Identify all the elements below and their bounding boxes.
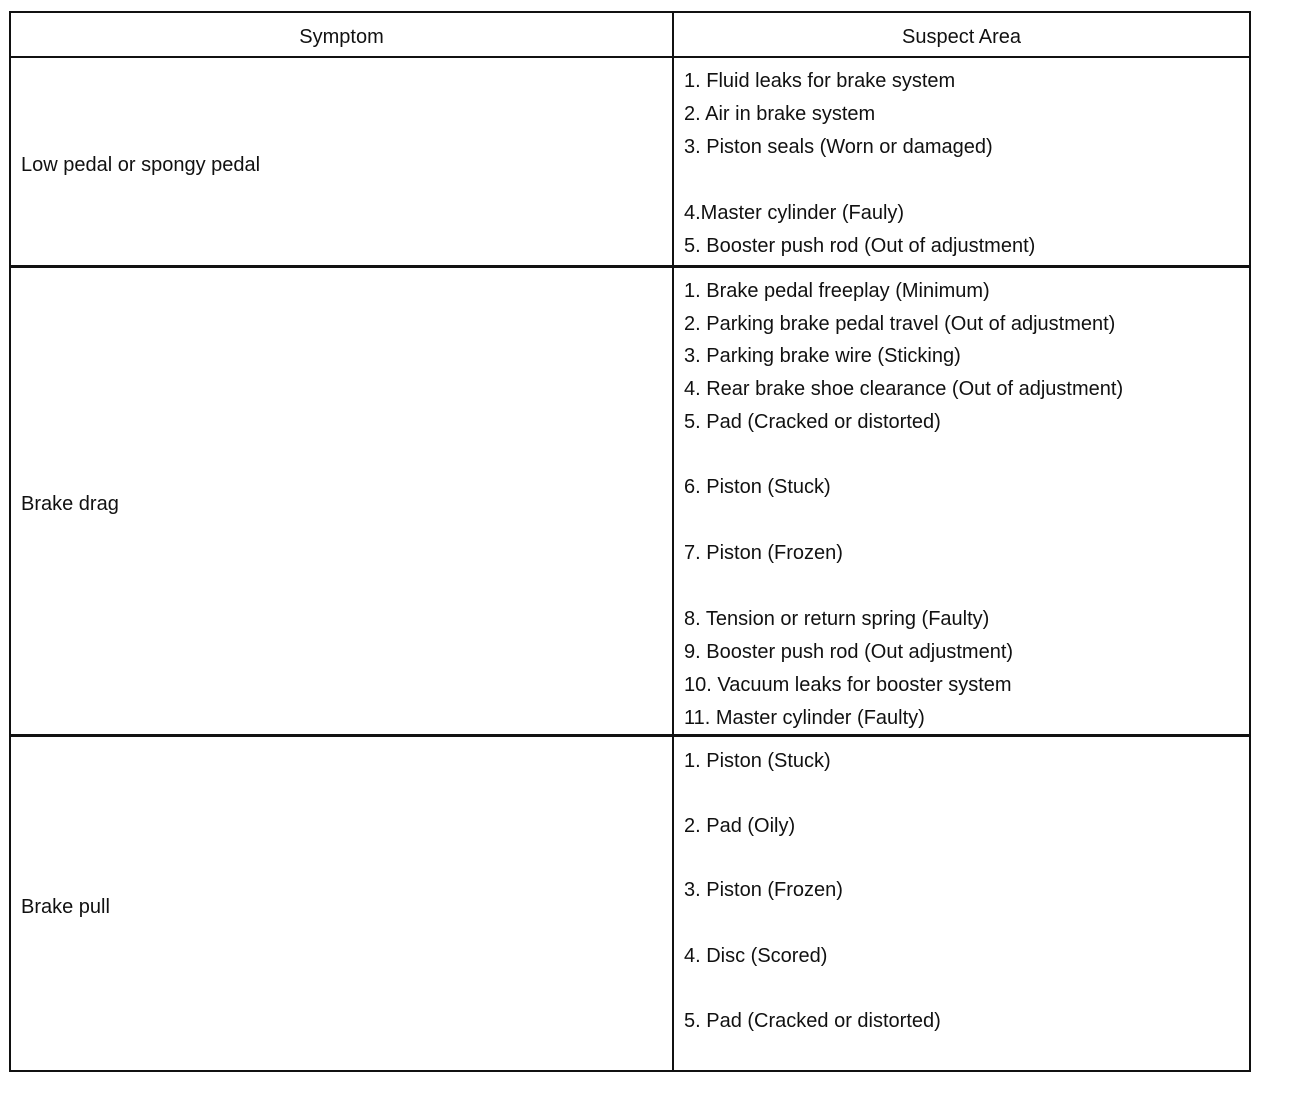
suspect-item: 8. Tension or return spring (Faulty)	[684, 608, 990, 630]
symptom-cell: Low pedal or spongy pedal	[21, 154, 261, 176]
troubleshooting-table	[9, 11, 1251, 1072]
suspect-item: 4. Rear brake shoe clearance (Out of adjustment)	[684, 378, 1124, 400]
suspect-item: 11. Master cylinder (Faulty)	[684, 707, 925, 729]
suspect-item: 1. Fluid leaks for brake system	[684, 70, 956, 92]
table-row	[11, 268, 1249, 737]
suspect-item: 3. Piston (Frozen)	[684, 879, 843, 901]
suspect-item: 4. Disc (Scored)	[684, 945, 828, 967]
suspect-item: 10. Vacuum leaks for booster system	[684, 674, 1012, 696]
symptom-cell: Brake drag	[21, 493, 119, 515]
suspect-item: 3. Parking brake wire (Sticking)	[684, 345, 961, 367]
table-header	[11, 13, 1249, 58]
suspect-item: 1. Piston (Stuck)	[684, 750, 831, 772]
suspect-item: 3. Piston seals (Worn or damaged)	[684, 136, 993, 158]
header-symptom: Symptom	[299, 26, 384, 48]
suspect-item: 5. Booster push rod (Out of adjustment)	[684, 235, 1036, 257]
header-suspect-area: Suspect Area	[902, 26, 1021, 48]
suspect-item: 7. Piston (Frozen)	[684, 542, 843, 564]
suspect-item: 2. Pad (Oily)	[684, 815, 796, 837]
suspect-item: 5. Pad (Cracked or distorted)	[684, 1010, 941, 1032]
table-row	[11, 737, 1249, 1070]
symptom-cell: Brake pull	[21, 896, 110, 918]
column-divider	[672, 13, 674, 1070]
suspect-item: 5. Pad (Cracked or distorted)	[684, 411, 941, 433]
suspect-item: 2. Air in brake system	[684, 103, 876, 125]
suspect-item: 4.Master cylinder (Fauly)	[684, 202, 905, 224]
suspect-item: 9. Booster push rod (Out adjustment)	[684, 641, 1014, 663]
suspect-item: 2. Parking brake pedal travel (Out of adjustment)	[684, 313, 1116, 335]
suspect-item: 6. Piston (Stuck)	[684, 476, 831, 498]
suspect-item: 1. Brake pedal freeplay (Minimum)	[684, 280, 990, 302]
